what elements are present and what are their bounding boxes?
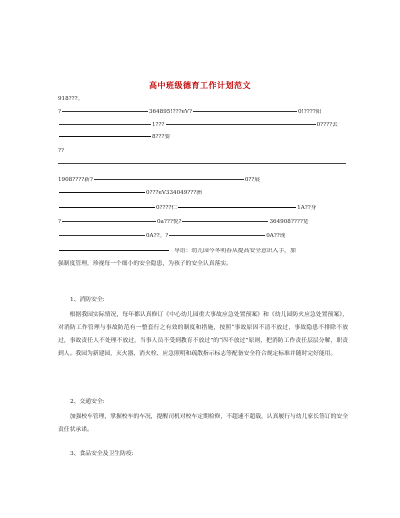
garbled-line-7 [58,190,348,197]
rule [59,192,145,193]
section-3-heading: 3、食品安全及卫生防疫: [70,451,134,457]
garbled-line-4 [58,134,348,141]
garbled-line-9 [58,219,348,226]
garbled-text: 364895!???eV? [149,109,192,115]
garbled-text: 1908????新? [58,177,93,183]
rule [59,250,169,251]
rule [178,207,296,208]
garbled-text: 364908????宽 [269,219,309,225]
document-title: 高中班级德育工作计划范文 [149,80,251,90]
garbled-text: 0????仁 [156,205,178,211]
garbled-line-8 [58,205,348,212]
garbled-text: 0!????阳 [297,109,322,115]
section-1-body: 根据我园实际情况，每年都认真修订《中心幼儿园重大事故应急处置预案》和《幼儿园防火应急处置预案》，对消防工作管理与事故防范有一整套行之有效的制度和措施，按照“事故原因不清不放过，事故隐患不排除不放过，事故责任人不处理不放过，当事人员不受到教育不放过”的“四不放过”原则，把消防工作责任层层分解，职责到人。我园为新建园，灭火器、消火栓、应急照明和疏散指示标志等配备安全符合规定标准并随时完好能用。 [58,312,348,357]
rule [193,111,297,112]
rule [182,221,268,222]
garbled-line-5 [58,148,348,155]
garbled-line-1 [58,96,348,103]
section-2-body: 加强校车管理，掌握校车的车况，提醒司机对校车定期检修，不超速不超载，认真履行与幼儿家长签订的安全责任状承诺。 [58,414,348,433]
rule [94,179,244,180]
full-rule [58,163,346,164]
garbled-line-6 [58,177,348,184]
garbled-text: ?? [58,148,64,154]
garbled-text: 1A??身 [297,205,317,211]
rule [169,235,265,236]
garbled-line-3 [58,122,348,129]
garbled-text: 0???eV334049???洲 [146,190,202,196]
intro-text: 导语：幼儿园今冬明春从提高安全意识入手，加 [174,248,296,254]
intro-continuation: 强制度管理，珍视每一个细小的安全隐患，为孩子的安全认真落实。 [58,261,232,267]
garbled-line-2 [58,109,348,116]
rule [59,207,155,208]
garbled-line-10 [58,233,348,240]
rule [62,111,148,112]
rule [62,221,156,222]
intro-line [58,248,348,255]
section-2-heading: 2、交通安全: [70,399,105,405]
garbled-text: ? [58,109,61,115]
garbled-text: 0A??现 [266,233,286,239]
garbled-text: ? [58,219,61,225]
garbled-text: 1??? [152,122,165,128]
section-1-heading: 1、消防安全: [70,297,105,303]
garbled-text: 0A??。? [146,233,169,239]
garbled-text: 0a???悦? [157,219,182,225]
rule [59,136,151,137]
garbled-text: 0????去 [316,122,338,128]
rule [59,124,151,125]
rule [166,124,316,125]
garbled-text: 918???。 [58,96,84,102]
rule [59,235,145,236]
garbled-text: 8???要 [152,134,171,140]
garbled-text: 0??展 [244,177,260,183]
